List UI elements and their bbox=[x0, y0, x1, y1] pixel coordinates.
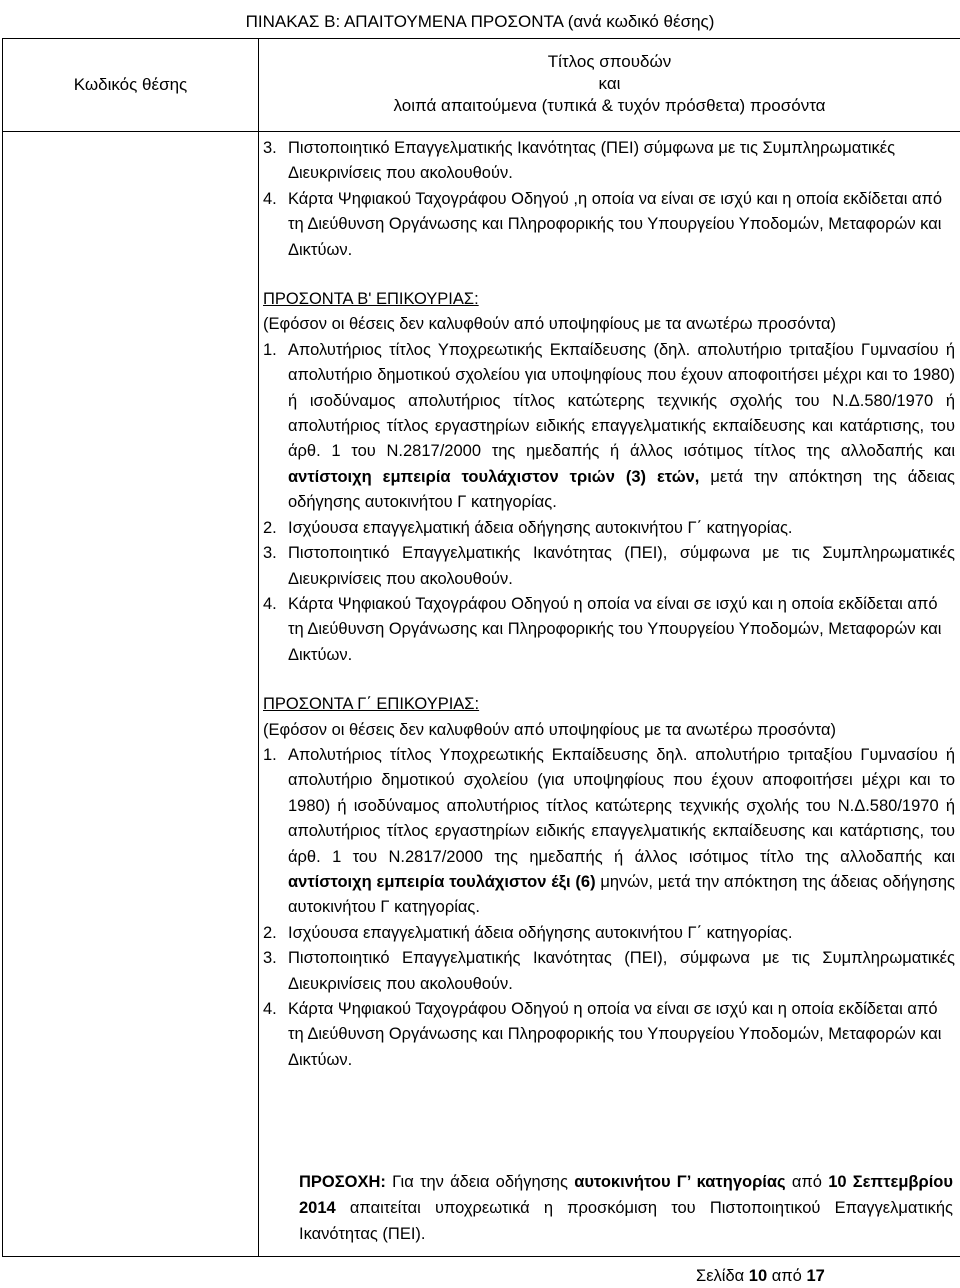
title-column-header bbox=[259, 39, 960, 132]
item-number: 3. bbox=[263, 949, 277, 968]
title-header-line2: και bbox=[598, 74, 621, 93]
footer-prefix: Σελίδα bbox=[696, 1267, 745, 1285]
item-text-mid: μηνών, bbox=[600, 872, 654, 891]
footer-middle: από bbox=[771, 1267, 802, 1285]
item-number: 2. bbox=[263, 923, 277, 942]
attention-bold: αυτοκινήτου Γ’ κατηγορίας bbox=[574, 1173, 786, 1191]
item-number: 4. bbox=[263, 594, 277, 613]
title-header-line1: Τίτλος σπουδών bbox=[547, 52, 672, 71]
list-item bbox=[263, 187, 955, 263]
item-text: Κάρτα Ψηφιακού Ταχογράφου Οδηγού η οποία να είναι σε ισχύ και η οποία εκδίδεται από τη Διεύθυνση Οργάνωσης και Πληροφορικής του Υπουργείου Υποδομών, Μεταφορών και Δικτύων. bbox=[288, 594, 942, 664]
item-number: 3. bbox=[263, 544, 277, 563]
item-text-tail: μετά την απόκτηση της άδειας οδήγησης αυτοκινήτου Γ κατηγορίας. bbox=[288, 467, 955, 512]
item-text-part: Απολυτήριος τίτλος Υποχρεωτικής Εκπαίδευσης δηλ. απολυτήριο τριταξίου Γυμνασίου ή απολυτήριο δημοτικού σχολείου (για υποψηφίους που έχουν αποφοιτήσει μέχρι και το 1980) ή ισοδύναμος απολυτήριος τίτλος κατώτερης τεχνικής σχολής του Ν.Δ.580/1970 ή απολυτήριος τίτλος εργαστηρίων ειδικής επαγγελματικής εκπαίδευσης και κατάρτισης, του άρθ. 1 του Ν.2817/2000 της ημεδαπής ή άλλος ισότιμος τίτλο της αλλοδαπής και bbox=[288, 745, 955, 866]
list-item bbox=[263, 516, 955, 541]
attention-text: Για την άδεια οδήγησης bbox=[392, 1173, 568, 1191]
item-text: Κάρτα Ψηφιακού Ταχογράφου Οδηγού ,η οποία να είναι σε ισχύ και η οποία εκδίδεται από τη Διεύθυνση Οργάνωσης και Πληροφορικής του Υπουργείου Υποδομών, Μεταφορών και Δικτύων. bbox=[288, 189, 943, 259]
list-item bbox=[263, 136, 955, 187]
requirements-content bbox=[263, 136, 955, 1073]
attention-text: απαιτείται υποχρεωτικά η προσκόμιση του Πιστοποιητικού Επαγγελματικής Ικανότητας (ΠΕΙ). bbox=[299, 1199, 953, 1243]
item-text: Ισχύουσα επαγγελματική άδεια οδήγησης αυτοκινήτου Γ΄ κατηγορίας. bbox=[288, 518, 793, 537]
list-item bbox=[263, 946, 955, 997]
item-number: 1. bbox=[263, 745, 277, 764]
item-text: Κάρτα Ψηφιακού Ταχογράφου Οδηγού η οποία να είναι σε ισχύ και η οποία εκδίδεται από τη Διεύθυνση Οργάνωσης και Πληροφορικής του Υπουργείου Υποδομών, Μεταφορών και Δικτύων. bbox=[288, 1000, 942, 1069]
attention-bold: 10 Σεπτεμβρίου 2014 bbox=[299, 1173, 953, 1217]
code-column-header: Κωδικός θέσης bbox=[3, 39, 259, 132]
item-number: 1. bbox=[263, 340, 277, 359]
item-text-part: Απολυτήριος τίτλος Υποχρεωτικής Εκπαίδευσης (δηλ. απολυτήριο τριταξίου Γυμνασίου ή απολυτήριο δημοτικού σχολείου για υποψηφίους που έχουν αποφοιτήσει μέχρι και το 1980) ή ισοδύναμος απολυτήριος τίτλος κατώτερης τεχνικής σχολής του Ν.Δ.580/1970 ή απολυτήριος τίτλος εργαστηρίων ειδικής επαγγελματικής εκπαίδευσης και κατάρτισης, του άρθ. 1 του Ν.2817/2000 της ημεδαπής ή άλλος ισότιμος τίτλος της αλλοδαπής και bbox=[288, 340, 955, 461]
section-b-heading: ΠΡΟΣΟΝΤΑ Β' ΕΠΙΚΟΥΡΙΑΣ: bbox=[263, 290, 479, 309]
item-bold-text: αντίστοιχη εμπειρία τουλάχιστον τριών (3) ετών, bbox=[288, 467, 700, 486]
list-item bbox=[263, 921, 955, 946]
item-bold-text: αντίστοιχη εμπειρία τουλάχιστον έξι (6) bbox=[288, 872, 596, 891]
item-number: 2. bbox=[263, 518, 277, 537]
item-number: 4. bbox=[263, 1000, 277, 1018]
item-text bbox=[288, 338, 955, 516]
section-c-heading: ΠΡΟΣΟΝΤΑ Γ΄ ΕΠΙΚΟΥΡΙΑΣ: bbox=[263, 695, 480, 714]
page-title: ΠΙΝΑΚΑΣ Β: ΑΠΑΙΤΟΥΜΕΝΑ ΠΡΟΣΟΝΤΑ (ανά κωδικό θέσης) bbox=[245, 12, 715, 31]
item-text-tail: μετά την απόκτηση της άδειας οδήγησης αυτοκινήτου Γ κατηγορίας. bbox=[288, 872, 955, 917]
item-text: Πιστοποιητικό Επαγγελματικής Ικανότητας (ΠΕΙ) σύμφωνα με τις Συμπληρωματικές Διευκρινίσεις που ακολουθούν. bbox=[288, 139, 896, 183]
list-item bbox=[263, 541, 955, 592]
list-item bbox=[263, 997, 955, 1073]
list-item bbox=[263, 592, 955, 668]
attention-text: από bbox=[791, 1173, 822, 1191]
title-header-line3: λοιπά απαιτούμενα (τυπικά & τυχόν πρόσθετα) προσόντα bbox=[393, 96, 826, 115]
attention-note bbox=[299, 1169, 953, 1247]
item-text: Πιστοποιητικό Επαγγελματικής Ικανότητας (ΠΕΙ), σύμφωνα με τις Συμπληρωματικές Διευκρινίσεις που ακολουθούν. bbox=[288, 544, 955, 588]
item-number: 4. bbox=[263, 189, 277, 208]
page-number: 10 bbox=[748, 1267, 768, 1285]
list-item bbox=[263, 743, 955, 921]
attention-label: ΠΡΟΣΟΧΗ: bbox=[299, 1173, 386, 1191]
page-total: 17 bbox=[806, 1267, 825, 1285]
item-text bbox=[288, 743, 955, 921]
list-item bbox=[263, 338, 955, 516]
item-number: 3. bbox=[263, 139, 277, 157]
item-text: Πιστοποιητικό Επαγγελματικής Ικανότητας (ΠΕΙ), σύμφωνα με τις Συμπληρωματικές Διευκρινίσεις που ακολουθούν. bbox=[288, 949, 955, 993]
item-text: Ισχύουσα επαγγελματική άδεια οδήγησης αυτοκινήτου Γ΄ κατηγορίας. bbox=[288, 923, 793, 942]
code-cell bbox=[3, 132, 259, 1257]
table-header-row bbox=[3, 39, 960, 132]
section-c-note: (Εφόσον οι θέσεις δεν καλυφθούν από υποψηφίους με τα ανωτέρω προσόντα) bbox=[263, 720, 836, 739]
section-b-note: (Εφόσον οι θέσεις δεν καλυφθούν από υποψηφίους με τα ανωτέρω προσόντα) bbox=[263, 315, 836, 334]
page-footer bbox=[696, 1267, 825, 1286]
